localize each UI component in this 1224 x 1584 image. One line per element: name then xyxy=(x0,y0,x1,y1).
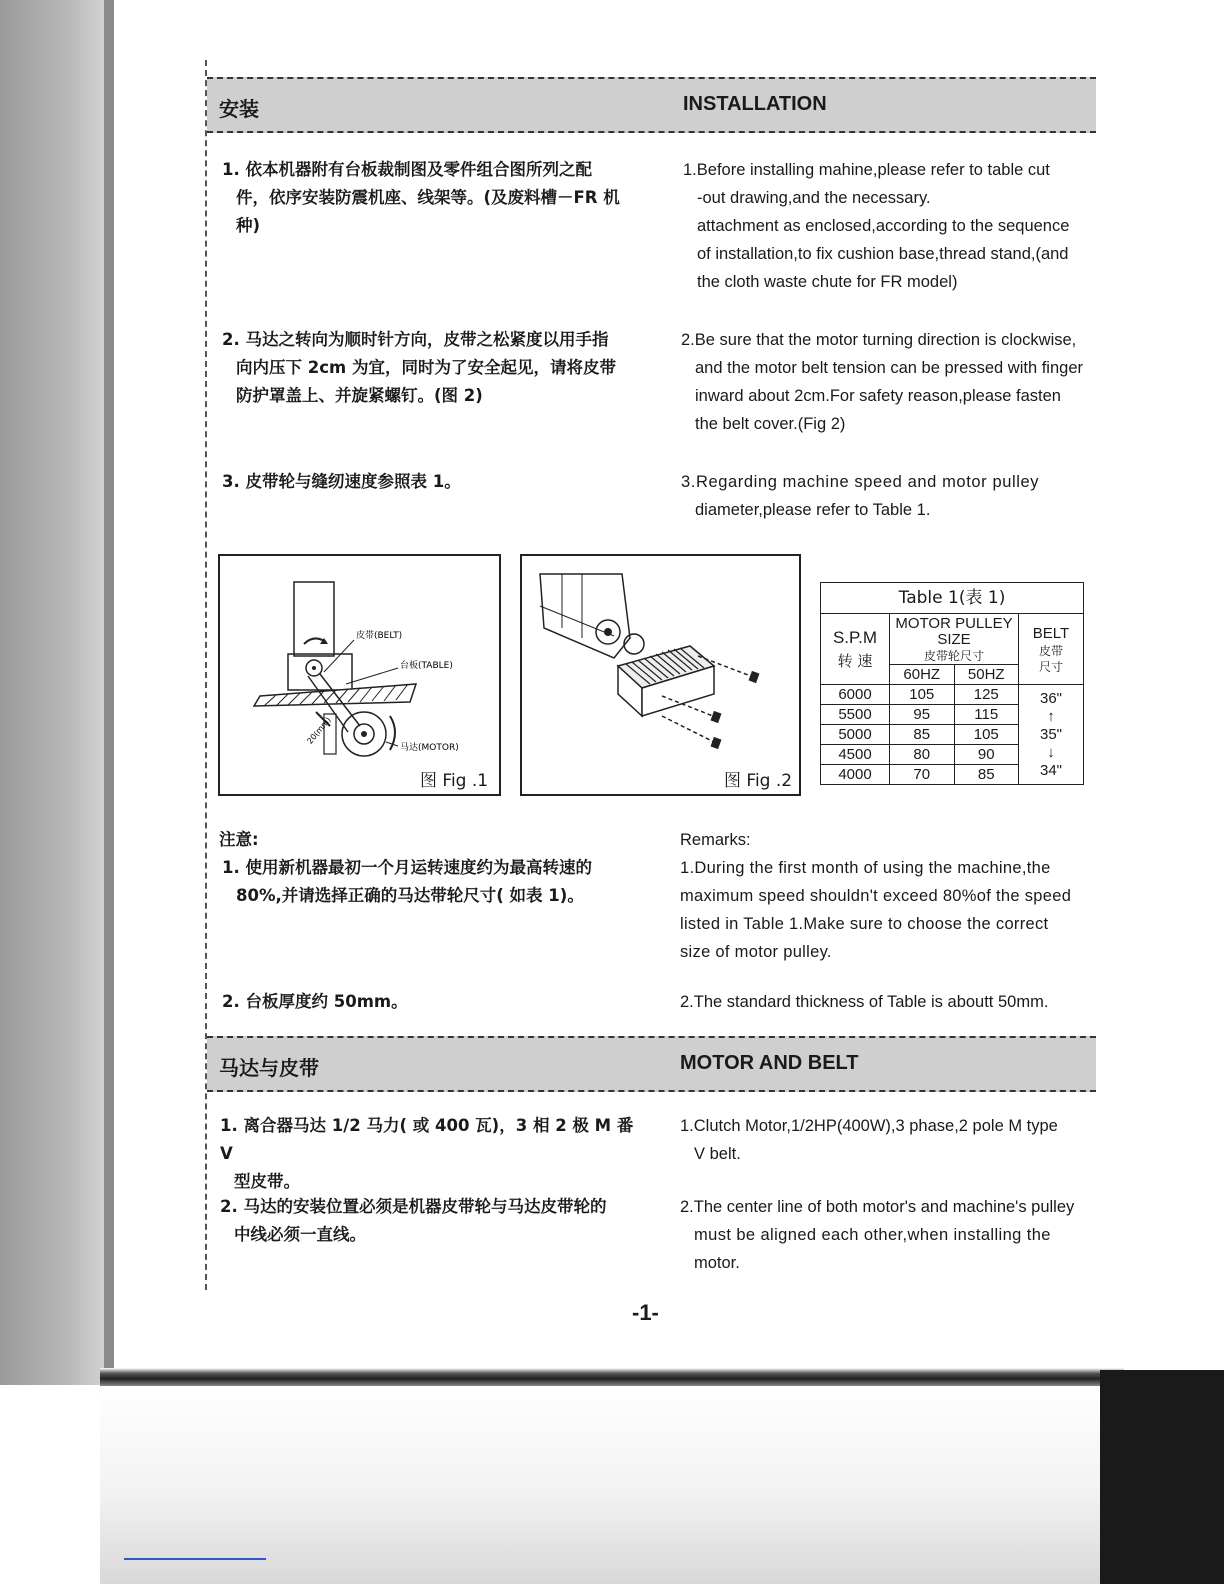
figure-2 xyxy=(520,554,801,796)
belt-size-cell xyxy=(1019,685,1084,785)
belt-header xyxy=(1019,614,1084,685)
spm-label: S.P.M xyxy=(832,628,878,647)
spm-cell: 6000 xyxy=(821,685,890,705)
motor-belt-header xyxy=(207,1036,1096,1092)
text-line: 向内压下 2cm 为宜，同时为了安全起见，请将皮带 xyxy=(236,358,616,377)
text-line: 1.Before installing mahine,please refer to table cut xyxy=(683,161,1050,179)
figure-1-caption: 图 Fig .1 xyxy=(420,771,489,791)
hz60-cell: 95 xyxy=(890,705,955,725)
text-line: 中线必须一直线。 xyxy=(234,1225,366,1244)
text-line: 件，依序安装防震机座、线架等。(及废料槽－FR 机 xyxy=(236,188,620,207)
text-line: the belt cover.(Fig 2) xyxy=(695,415,846,433)
hz50-header: 50HZ xyxy=(954,665,1019,685)
install-item-3-en xyxy=(681,468,1106,524)
figure-2-caption: 图 Fig .2 xyxy=(724,771,793,791)
install-item-1-cn xyxy=(222,156,642,240)
text-line: 1. 离合器马达 1/2 马力( 或 400 瓦)，3 相 2 极 M 番 V xyxy=(220,1116,634,1163)
page-number: -1- xyxy=(632,1300,659,1325)
table-caption: Table 1(表 1) xyxy=(821,583,1084,614)
text-line: attachment as enclosed,according to the sequence xyxy=(697,217,1070,235)
remark-1-cn xyxy=(222,854,642,910)
hz60-cell: 80 xyxy=(890,745,955,765)
text-line: 2. 马达之转向为顺时针方向，皮带之松紧度以用手指 xyxy=(222,330,609,349)
hz50-cell: 85 xyxy=(954,765,1019,785)
text-line: -out drawing,and the necessary. xyxy=(697,189,931,207)
motor-item-2-cn xyxy=(220,1193,640,1249)
text-line: 3. 皮带轮与缝纫速度参照表 1。 xyxy=(222,472,461,491)
install-item-2-en xyxy=(681,326,1106,438)
motor-item-1-cn xyxy=(220,1112,640,1196)
motor-item-2-en xyxy=(680,1193,1110,1277)
text-line: V belt. xyxy=(694,1145,741,1163)
installation-header xyxy=(207,77,1096,133)
text-line: 2.The center line of both motor's and machine's pulley xyxy=(680,1198,1075,1216)
table-label: 台板(TABLE) xyxy=(400,661,453,671)
figure-1-drawing xyxy=(220,556,499,794)
text-line: 2. 台板厚度约 50mm。 xyxy=(222,992,408,1011)
remarks-title-cn: 注意: xyxy=(219,830,259,849)
text-line: 1. 使用新机器最初一个月运转速度约为最高转速的 xyxy=(222,858,592,877)
text-line: motor. xyxy=(694,1254,740,1272)
spm-label-cn: 转 速 xyxy=(837,652,873,670)
install-item-3-cn xyxy=(222,468,642,496)
text-line: of installation,to fix cushion base,thread stand,(and xyxy=(697,245,1069,263)
page-bottom-edge xyxy=(100,1368,1124,1386)
text-line: diameter,please refer to Table 1. xyxy=(695,501,931,519)
text-line: 2. 马达的安装位置必须是机器皮带轮与马达皮带轮的 xyxy=(220,1197,607,1216)
motor-item-1-en xyxy=(680,1112,1110,1168)
scan-background xyxy=(100,1386,1110,1584)
hz60-cell: 105 xyxy=(890,685,955,705)
hz60-cell: 85 xyxy=(890,725,955,745)
binding-edge xyxy=(104,0,114,1385)
table-row xyxy=(821,685,1084,705)
pulley-label-cn: 皮带轮尺寸 xyxy=(923,649,984,663)
figure-1 xyxy=(218,554,501,796)
binding-shadow xyxy=(0,0,112,1385)
text-line: maximum speed shouldn't exceed 80%of the speed xyxy=(680,887,1072,905)
text-line: and the motor belt tension can be pressed with finger xyxy=(695,359,1083,377)
text-line: 种) xyxy=(236,216,261,235)
text-line: the cloth waste chute for FR model) xyxy=(697,273,958,291)
text-line: inward about 2cm.For safety reason,please fasten xyxy=(695,387,1061,405)
pulley-header xyxy=(890,614,1019,665)
text-line: 2.The standard thickness of Table is aboutt 50mm. xyxy=(680,993,1049,1011)
install-item-2-cn xyxy=(222,326,642,410)
remarks-title-en: Remarks: xyxy=(680,831,751,849)
text-line: must be aligned each other,when installing the xyxy=(694,1226,1051,1244)
text-line: 3.Regarding machine speed and motor pulley xyxy=(681,473,1040,491)
arrow-down-icon: ↓ xyxy=(1047,743,1055,761)
text-line: listed in Table 1.Make sure to choose the correct xyxy=(680,915,1049,933)
spm-cell: 4000 xyxy=(821,765,890,785)
belt-size-top: 36" xyxy=(1039,689,1062,707)
arrow-up-icon: ↑ xyxy=(1047,707,1055,725)
hz60-header: 60HZ xyxy=(890,665,955,685)
remark-2-en xyxy=(680,988,1048,1016)
text-line: 1.Clutch Motor,1/2HP(400W),3 phase,2 pole M type xyxy=(680,1117,1058,1135)
text-line: 2.Be sure that the motor turning direction is clockwise, xyxy=(681,331,1077,349)
belt-label-cn: 皮带尺寸 xyxy=(1038,643,1063,674)
stray-mark xyxy=(124,1558,266,1560)
hz50-cell: 105 xyxy=(954,725,1019,745)
remark-2-cn xyxy=(222,988,408,1016)
belt-label: BELT xyxy=(1032,624,1070,642)
text-line: 型皮带。 xyxy=(234,1172,300,1191)
spm-cell: 5000 xyxy=(821,725,890,745)
text-line: size of motor pulley. xyxy=(680,943,832,961)
text-line: 防护罩盖上、并旋紧螺钉。(图 2) xyxy=(236,386,483,405)
speed-pulley-table xyxy=(820,582,1084,785)
text-line: 1.During the first month of using the machine,the xyxy=(680,859,1051,877)
section-title-en: MOTOR AND BELT xyxy=(680,1052,859,1074)
left-margin-guide xyxy=(205,60,207,1290)
section-title-en: INSTALLATION xyxy=(683,93,827,115)
dimension-label: 20(mm) xyxy=(305,715,333,746)
section-title-cn: 马达与皮带 xyxy=(219,1056,319,1080)
section-title-cn: 安装 xyxy=(219,97,259,121)
hz50-cell: 125 xyxy=(954,685,1019,705)
belt-size-bottom: 34" xyxy=(1039,761,1062,779)
figure-2-drawing xyxy=(522,556,799,794)
hz50-cell: 90 xyxy=(954,745,1019,765)
scan-shadow xyxy=(1100,1370,1224,1584)
remark-1-en xyxy=(680,854,1110,966)
spm-header xyxy=(821,614,890,685)
belt-size-mid: 35" xyxy=(1039,725,1062,743)
belt-label: 皮带(BELT) xyxy=(356,631,403,641)
hz50-cell: 115 xyxy=(954,705,1019,725)
pulley-label: MOTOR PULLEY SIZE xyxy=(895,615,1013,648)
text-line: 1. 依本机器附有台板裁制图及零件组合图所列之配 xyxy=(222,160,592,179)
motor-label: 马达(MOTOR) xyxy=(400,743,459,753)
install-item-1-en xyxy=(683,156,1103,296)
hz60-cell: 70 xyxy=(890,765,955,785)
spm-cell: 5500 xyxy=(821,705,890,725)
spm-cell: 4500 xyxy=(821,745,890,765)
text-line: 80%,并请选择正确的马达带轮尺寸( 如表 1)。 xyxy=(236,886,584,905)
